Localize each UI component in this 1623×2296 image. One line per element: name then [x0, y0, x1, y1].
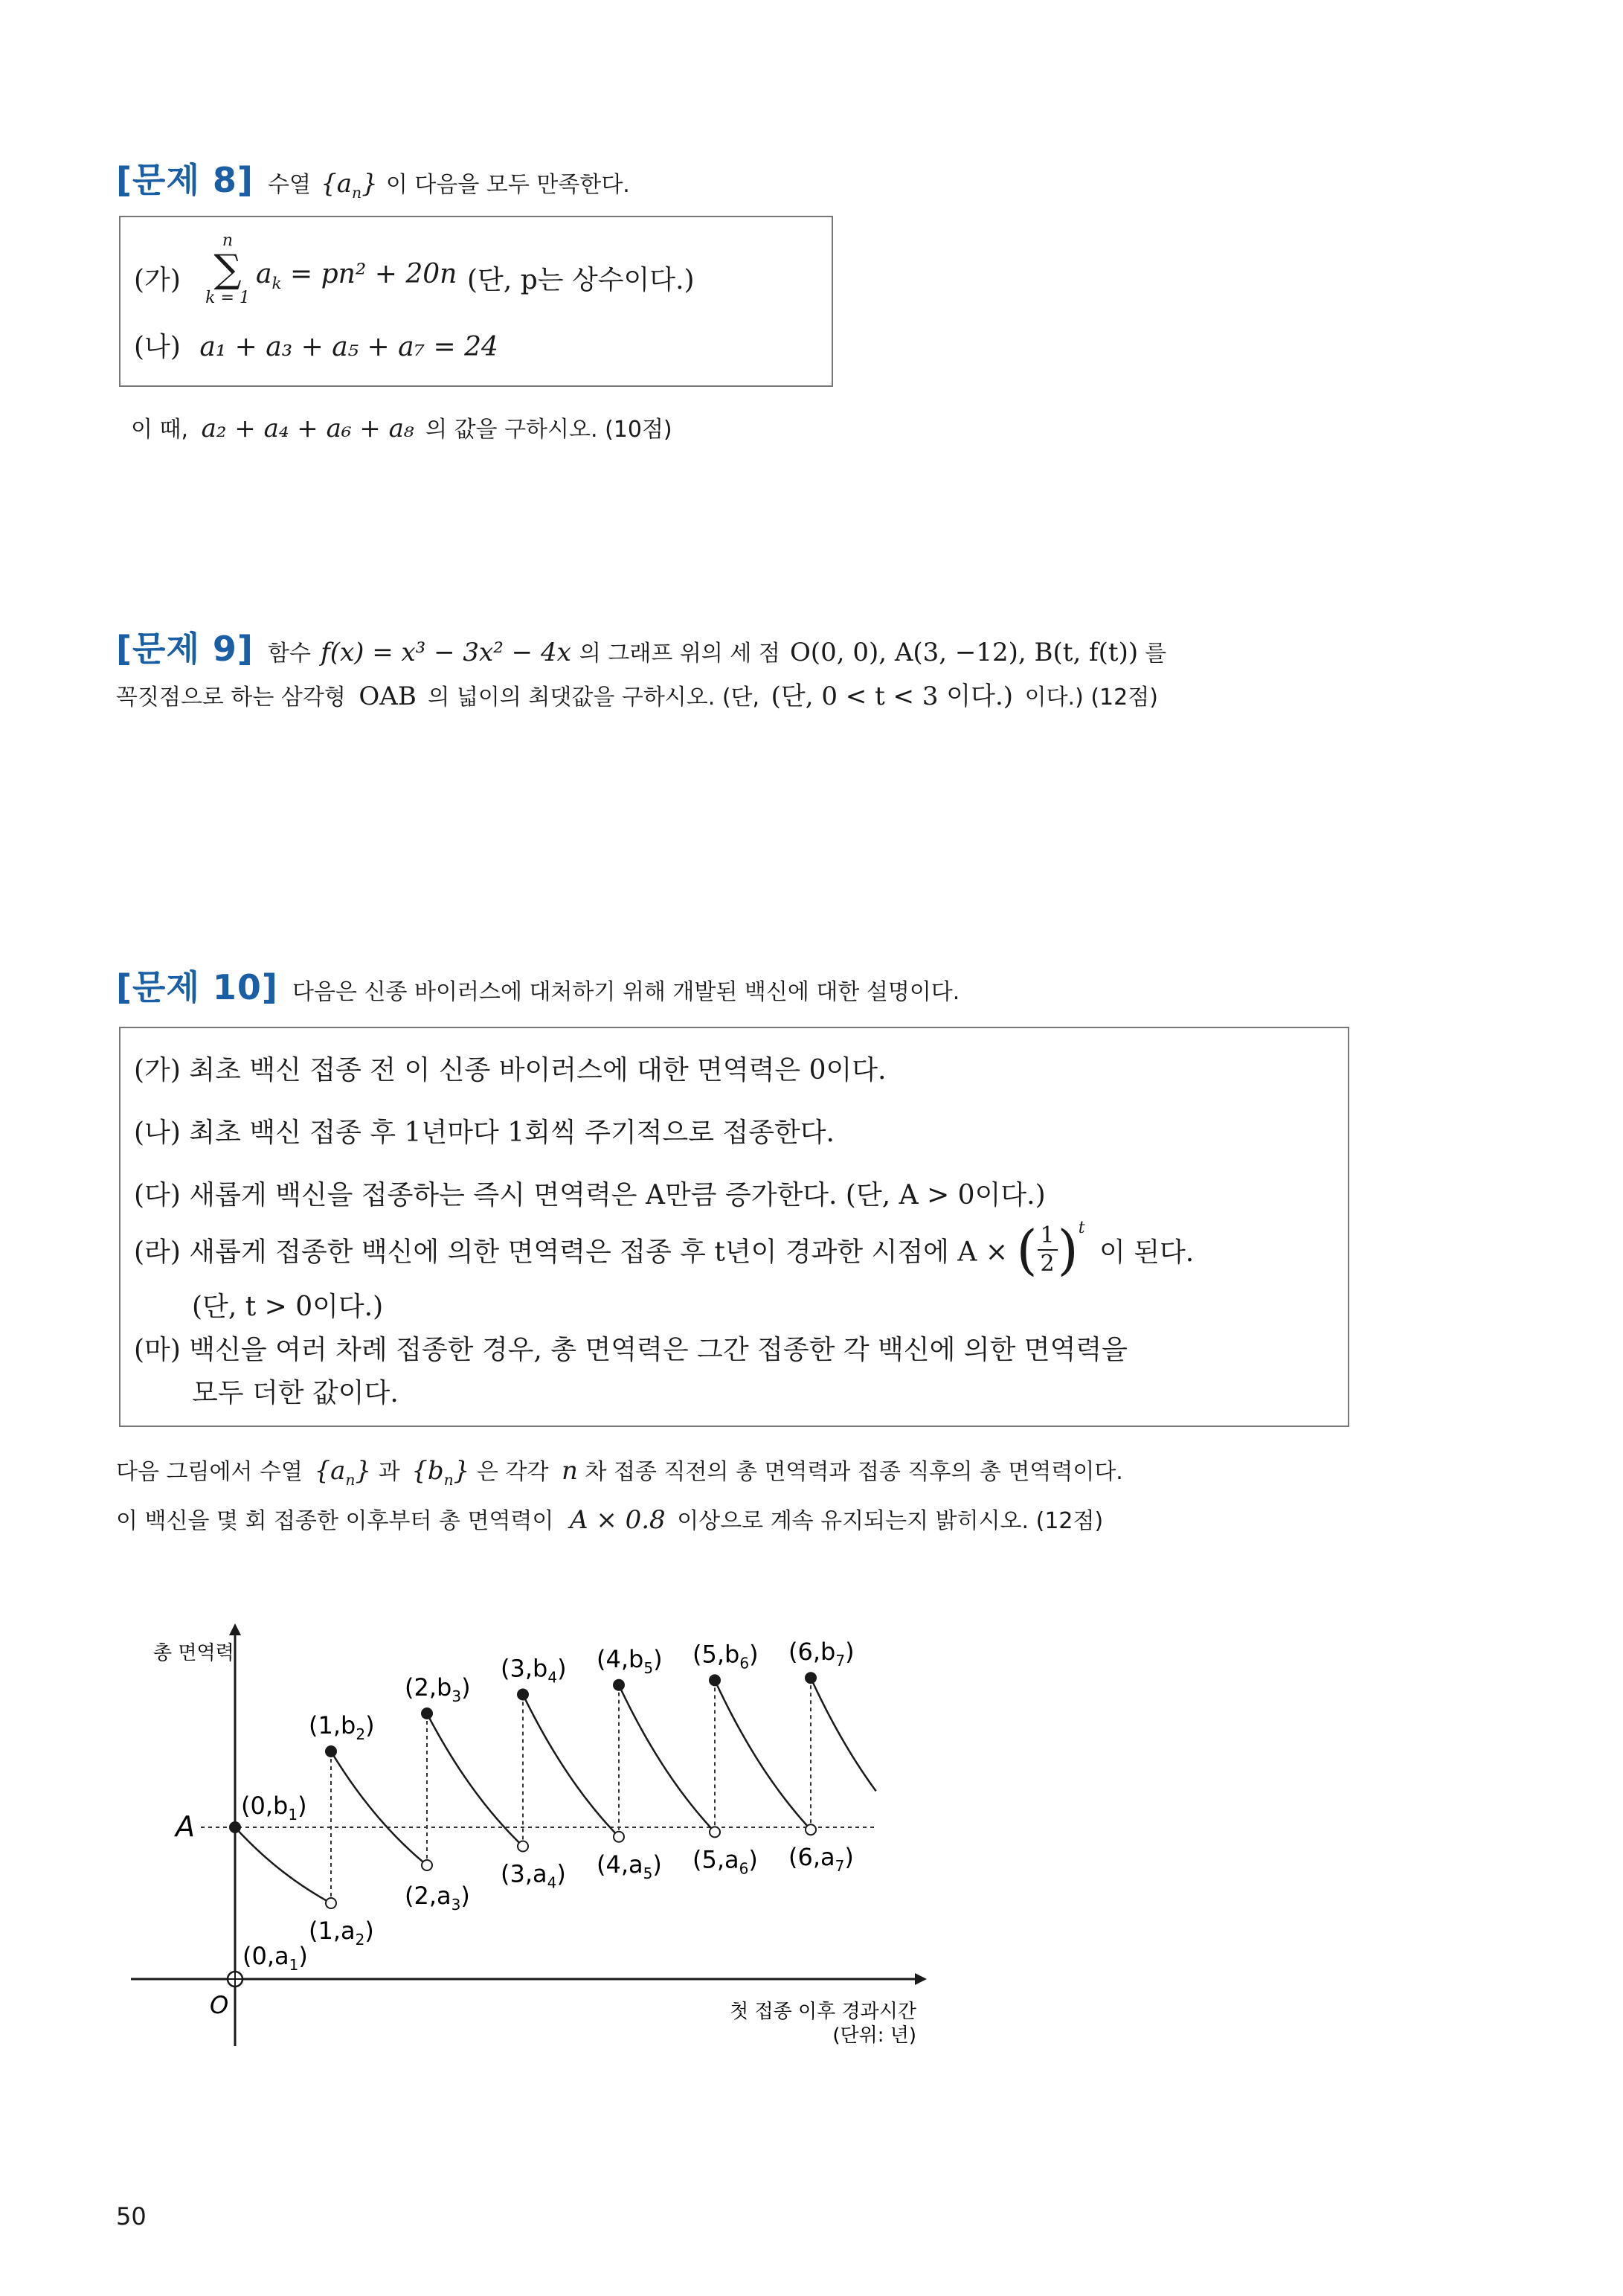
p9-line1-pre: 함수 — [268, 641, 312, 667]
point-b-2 — [325, 1745, 337, 1757]
sum-symbol: ∑ — [213, 247, 242, 292]
point-b-7 — [805, 1672, 817, 1684]
problem-8 — [116, 149, 1529, 461]
point-b-1 — [229, 1821, 241, 1833]
problem-8-title: [문제 8] — [116, 160, 254, 200]
cond-ga — [134, 231, 818, 317]
decay-curve-3 — [523, 1695, 619, 1837]
cond-na-expr: a₁ + a₃ + a₅ + a₇ = 24 — [199, 332, 498, 362]
problem-9-title: [문제 9] — [116, 629, 254, 669]
p9-condition: (단, 0 < t < 3 이다.) — [771, 682, 1014, 711]
problem-10-intro: 다음은 신종 바이러스에 대처하기 위해 개발된 백신에 대한 설명이다. — [292, 979, 960, 1005]
half-fraction: $\frac{1}{2}$ — [1038, 1222, 1058, 1277]
label-b-7: $(6,b_7)$ — [788, 1638, 855, 1670]
cond-ga-label: (가) — [134, 265, 181, 295]
label-a-4: $(3,a_4)$ — [501, 1859, 566, 1892]
label-a-6: $(5,a_6)$ — [692, 1845, 758, 1878]
problem-8-seq: $\{a_n\}$ — [321, 169, 378, 202]
problem-10-desc1: 다음 그림에서 수열 $\{a_n\}$ 과 $\{b_n\}$ 은 각각 n 차 접종 직전의 총 면역력과 접종 직후의 총 면역력이다. — [116, 1456, 1123, 1489]
p9-triangle: OAB — [359, 682, 417, 711]
label-b-4: $(3,b_4)$ — [501, 1654, 567, 1687]
label-a-2: $(1,a_2)$ — [309, 1917, 374, 1949]
decay-curve-1 — [331, 1751, 427, 1865]
problem-8-intro-post: 이 다음을 모두 만족한다. — [385, 172, 630, 198]
immunity-graph — [0, 1562, 967, 2068]
cond-10-ra-pre: (라) 새롭게 접종한 백신에 의한 면역력은 접종 후 t년이 경과한 시점에 A × — [134, 1237, 1008, 1268]
point-labels — [241, 1638, 855, 1974]
cond-10-na: (나) 최초 백신 접종 후 1년마다 1회씩 주기적으로 접종한다. — [134, 1117, 835, 1148]
question-expr: a₂ + a₄ + a₆ + a₈ — [201, 414, 414, 443]
origin-label: O — [210, 1991, 229, 2019]
point-b-6 — [709, 1674, 721, 1686]
cond-10-ra-post: 이 된다. — [1099, 1237, 1195, 1268]
point-b-3 — [421, 1707, 433, 1719]
label-a-3: $(2,a_3)$ — [405, 1882, 470, 1914]
cond-10-ma-line1: (마) 백신을 여러 차례 접종한 경우, 총 면역력은 그간 접종한 각 백신에 의한 면역력을 — [134, 1335, 1128, 1365]
problem-10-title: [문제 10] — [116, 967, 278, 1007]
cond-10-da: (다) 새롭게 백신을 접종하는 즉시 면역력은 A만큼 증가한다. (단, A > 0이다.) — [134, 1180, 1046, 1210]
A-axis-label: A — [176, 1810, 195, 1843]
y-axis-label: 총 면역력 — [153, 1642, 234, 1664]
point-a-6 — [710, 1827, 720, 1837]
problem-8-intro-pre: 수열 — [268, 172, 312, 198]
label-b-3: $(2,b_3)$ — [405, 1673, 471, 1705]
p9-points: O(0, 0), A(3, −12), B(t, f(t)) — [789, 638, 1139, 667]
decay-curve-4 — [619, 1685, 715, 1832]
problem-8-condition-box — [119, 216, 833, 387]
decay-curve-0 — [235, 1827, 331, 1903]
point-b-5 — [613, 1679, 625, 1691]
label-a-7: $(6,a_7)$ — [788, 1843, 854, 1876]
cond-na-label: (나) — [134, 332, 181, 362]
cond-ga-expr: $a_k = pn^2 + 20n$ — [256, 259, 457, 294]
x-axis-label-2: (단위: 년) — [832, 2024, 916, 2047]
page-number: 50 — [116, 2202, 147, 2231]
p9-func: f(x) = x³ − 3x² − 4x — [321, 638, 571, 667]
cond-10-ma-line2: 모두 더한 값이다. — [192, 1378, 399, 1408]
problem-10-condition-box — [119, 1027, 1349, 1427]
problem-8-question — [131, 411, 672, 443]
point-a-7 — [806, 1824, 816, 1835]
cond-10-ra-note: (단, t > 0이다.) — [192, 1292, 384, 1322]
p9-line1-post: 를 — [1145, 641, 1167, 667]
label-b-6: $(5,b_6)$ — [692, 1640, 759, 1673]
problem-9 — [116, 618, 1529, 722]
x-axis-label-1: 첫 접종 이후 경과시간 — [730, 2001, 916, 2023]
point-b-4 — [517, 1689, 529, 1701]
problem-8-header — [116, 153, 630, 202]
problem-10 — [116, 956, 1529, 1551]
question-pre: 이 때, — [131, 417, 189, 443]
problem-10-desc2: 이 백신을 몇 회 접종한 이후부터 총 면역력이 A × 0.8 이상으로 계속 유지되는지 밝히시오. (12점) — [116, 1505, 1104, 1535]
problem-10-header — [116, 961, 960, 1010]
label-a-5: $(4,a_5)$ — [597, 1850, 662, 1882]
sum-lower: k = 1 — [205, 289, 250, 307]
cond-10-ra: (라) 새롭게 접종한 백신에 의한 면역력은 접종 후 t년이 경과한 시점에 A × ( $\frac{1}{2}$ )$^t$ 이 된다. — [134, 1219, 1195, 1281]
p9-line1-mid: 의 그래프 위의 세 점 — [579, 641, 780, 667]
label-a-1: $(0,a_1)$ — [242, 1942, 308, 1974]
p9-line2-mid: 의 넓이의 최댓값을 구하시오. (단, — [428, 684, 760, 711]
decay-curve-6 — [811, 1678, 876, 1791]
problem-9-line2 — [116, 676, 1158, 712]
question-post: 의 값을 구하시오. (10점) — [425, 417, 672, 443]
p9-line2-pre: 꼭짓점으로 하는 삼각형 — [116, 684, 346, 711]
cond-ga-note: (단, p는 상수이다.) — [467, 265, 695, 295]
decay-curve-2 — [427, 1713, 523, 1847]
point-a-4 — [518, 1841, 528, 1852]
cond-10-ga: (가) 최초 백신 접종 전 이 신종 바이러스에 대한 면역력은 0이다. — [134, 1055, 887, 1086]
point-a-5 — [614, 1832, 624, 1842]
sum-notation — [205, 232, 250, 308]
p9-line2-post: 이다.) (12점) — [1024, 684, 1158, 711]
label-b-5: $(4,b_5)$ — [597, 1644, 663, 1677]
point-a-3 — [422, 1860, 432, 1870]
exponent-t: t — [1078, 1219, 1085, 1237]
sum-upper: n — [222, 231, 234, 250]
label-b-1: $(0,b_1)$ — [241, 1792, 307, 1824]
cond-na — [134, 326, 498, 364]
label-b-2: $(1,b_2)$ — [309, 1711, 375, 1743]
point-a-2 — [326, 1898, 336, 1908]
problem-9-line1 — [116, 622, 1166, 671]
decay-curve-5 — [715, 1680, 811, 1830]
